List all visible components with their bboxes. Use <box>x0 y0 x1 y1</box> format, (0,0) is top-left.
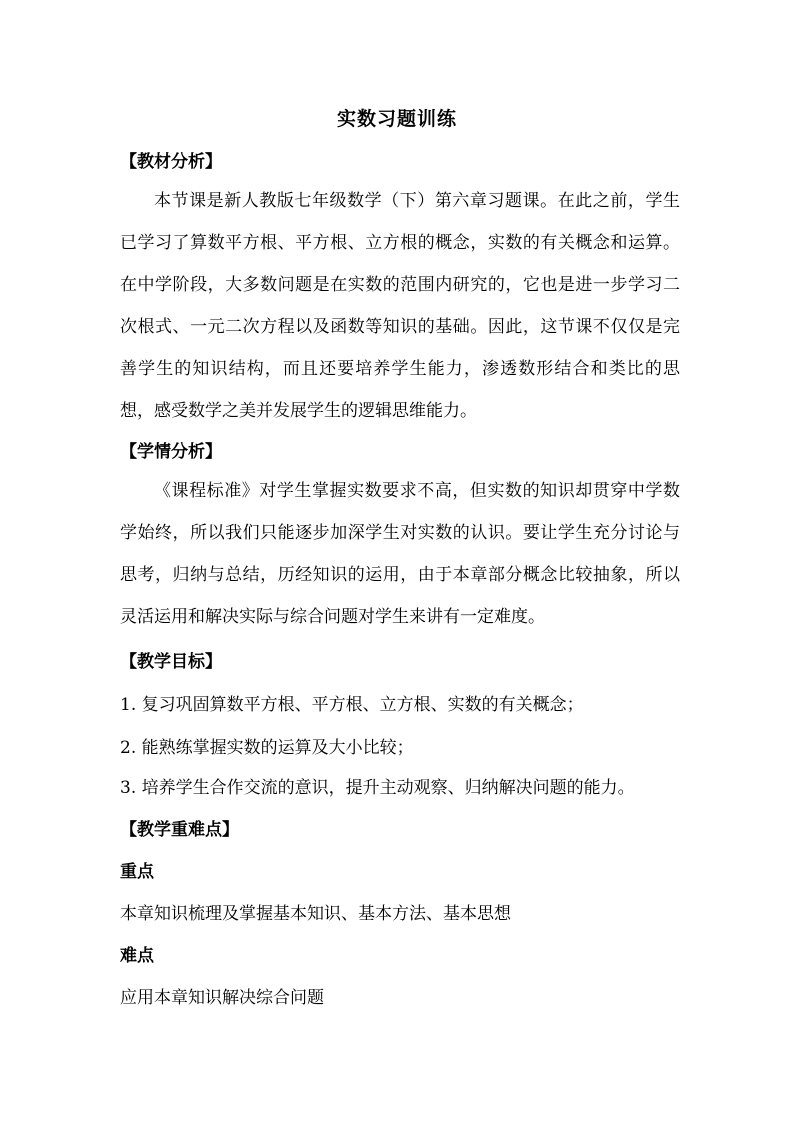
text-key-points: 本章知识梳理及掌握基本知识、基本方法、基本思想 <box>120 904 511 924</box>
heading-key-difficult: 【教学重难点】 <box>120 820 239 840</box>
document-title: 实数习题训练 <box>336 108 457 130</box>
text-difficult-points: 应用本章知识解决综合问题 <box>120 988 324 1008</box>
heading-teaching-goals: 【教学目标】 <box>120 652 222 672</box>
goal-item-2: 2. 能熟练掌握实数的运算及大小比较； <box>120 738 414 758</box>
heading-student-analysis: 【学情分析】 <box>120 442 222 462</box>
goal-item-1: 1. 复习巩固算数平方根、平方根、立方根、实数的有关概念； <box>120 695 584 715</box>
paragraph-student-analysis: 《课程标准》对学生掌握实数要求不高，但实数的知识却贯穿中学数学始终，所以我们只能逐步加深学生对实数的认识。要让学生充分讨论与思考，归纳与总结，历经知识的运用，由于本章部分概念比较抽象，所以灵活运用和解决实际与综合问题对学生来讲有一定难度。 <box>120 481 680 627</box>
label-key-points: 重点 <box>120 862 154 882</box>
paragraph-textbook-analysis: 本节课是新人教版七年级数学（下）第六章习题课。在此之前，学生已学习了算数平方根、平方根、立方根的概念，实数的有关概念和运算。在中学阶段，大多数问题是在实数的范围内研究的，它也是进一步学习二次根式、一元二次方程以及函数等知识的基础。因此，这节课不仅仅是完善学生的知识结构，而且还要培养学生能力，渗透数形结合和类比的思想，感受数学之美并发展学生的逻辑思维能力。 <box>120 191 680 421</box>
heading-textbook-analysis: 【教材分析】 <box>120 152 222 172</box>
goal-item-3: 3. 培养学生合作交流的意识，提升主动观察、归纳解决问题的能力。 <box>120 778 635 798</box>
label-difficult-points: 难点 <box>120 946 154 966</box>
